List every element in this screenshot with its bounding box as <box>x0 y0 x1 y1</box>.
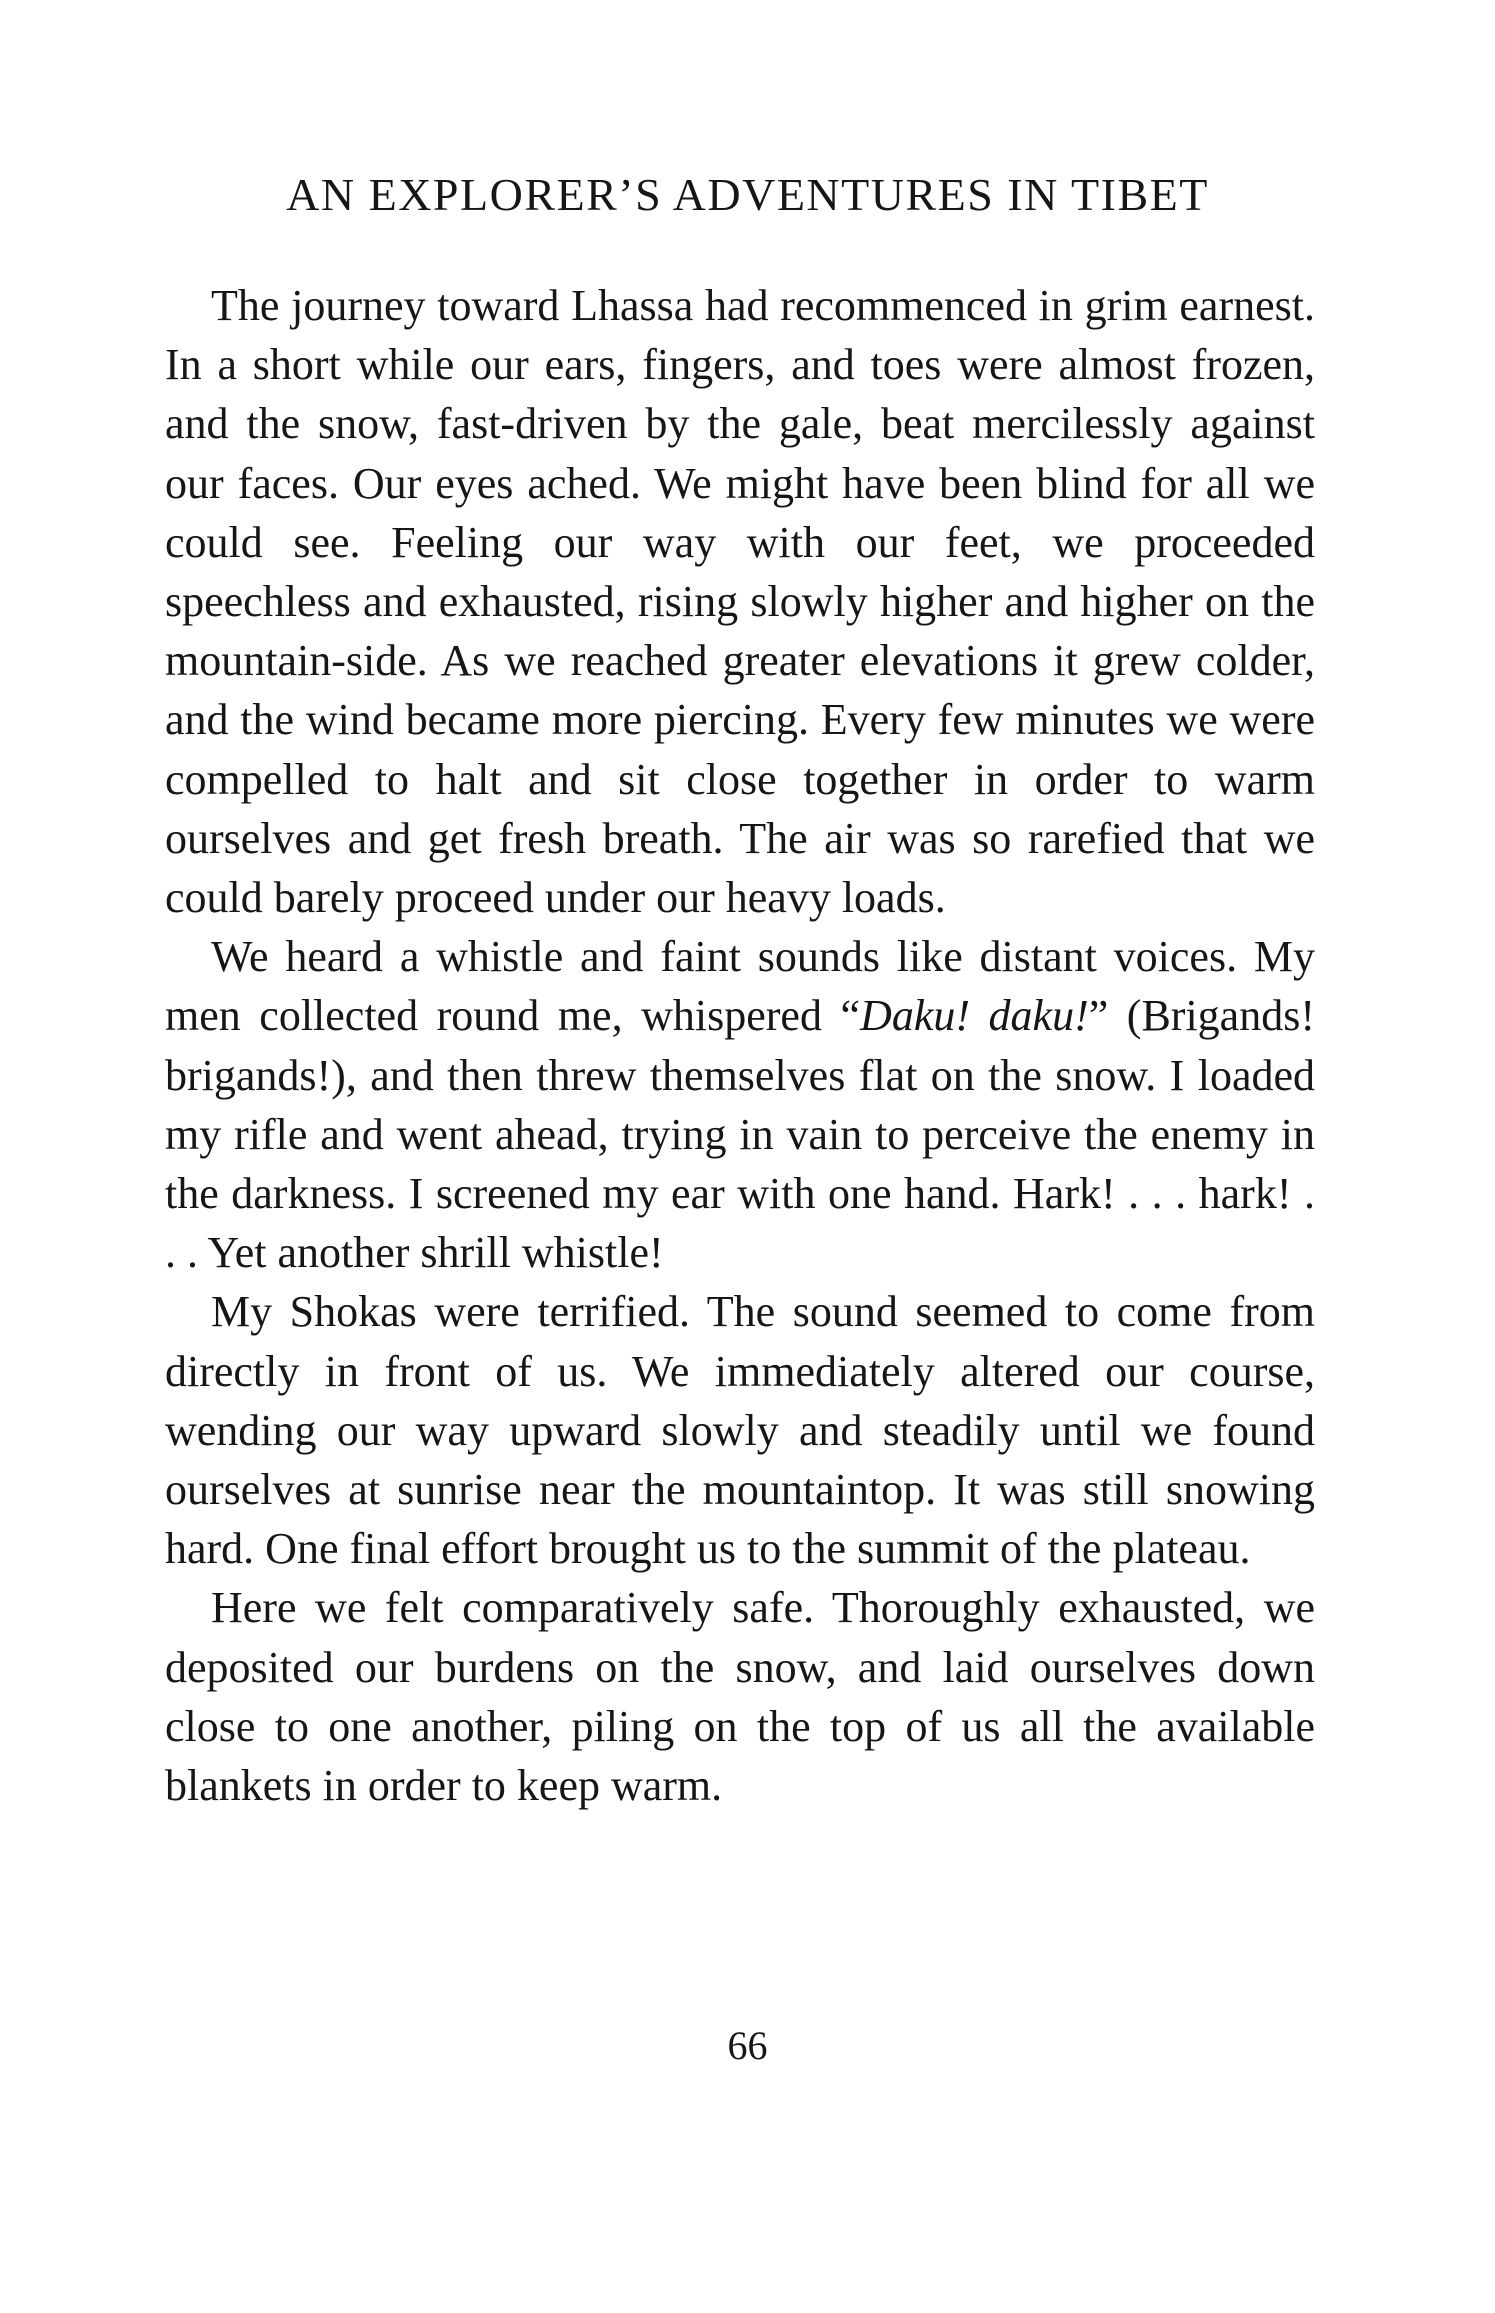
paragraph-2-after: ” (Brigands! brigands!), and then threw themselves flat on the snow. I loaded my rifle and went ahead, trying in vain to perceive the enemy in the darkness. I screened my ear with one hand. Hark! . . . hark! . . . Yet another shrill whistle! <box>165 991 1315 1278</box>
page-number: 66 <box>727 2023 768 2068</box>
paragraph-4: Here we felt comparatively safe. Thoroughly exhausted, we deposited our burdens on the snow, and laid ourselves down close to one another, piling on the top of us all the available blankets in order to keep warm. <box>165 1583 1315 1811</box>
paragraph-2-before: We heard a whistle and faint sounds like distant voices. My men collected round me, whispered “ <box>165 932 1315 1041</box>
paragraph-3: My Shokas were terrified. The sound seemed to come from directly in front of us. We immediately altered our course, wending our way upward slowly and steadily until we found ourselves at sunrise near the mountaintop. It was still snowing hard. One final effort brought us to the summit of the plateau. <box>165 1287 1315 1574</box>
paragraph-1: The journey toward Lhassa had recommenced in grim earnest. In a short while our ears, fingers, and toes were almost frozen, and the snow, fast-driven by the gale, beat mercilessly against our faces. Our eyes ached. We might have been blind for all we could see. Feeling our way with our feet, we proceeded speechless and exhausted, rising slowly higher and higher on the mountain-side. As we reached greater elevations it grew colder, and the wind became more piercing. Every few minutes we were compelled to halt and sit close together in order to warm ourselves and get fresh breath. The air was so rarefied that we could barely proceed under our heavy loads. <box>165 281 1315 923</box>
paragraph-2 <box>165 927 1315 1282</box>
paragraph-2-italic-daku: Daku! daku! <box>860 991 1089 1041</box>
running-header: AN EXPLORER’S ADVENTURES IN TIBET <box>286 169 1209 220</box>
body-text <box>165 276 1315 1815</box>
